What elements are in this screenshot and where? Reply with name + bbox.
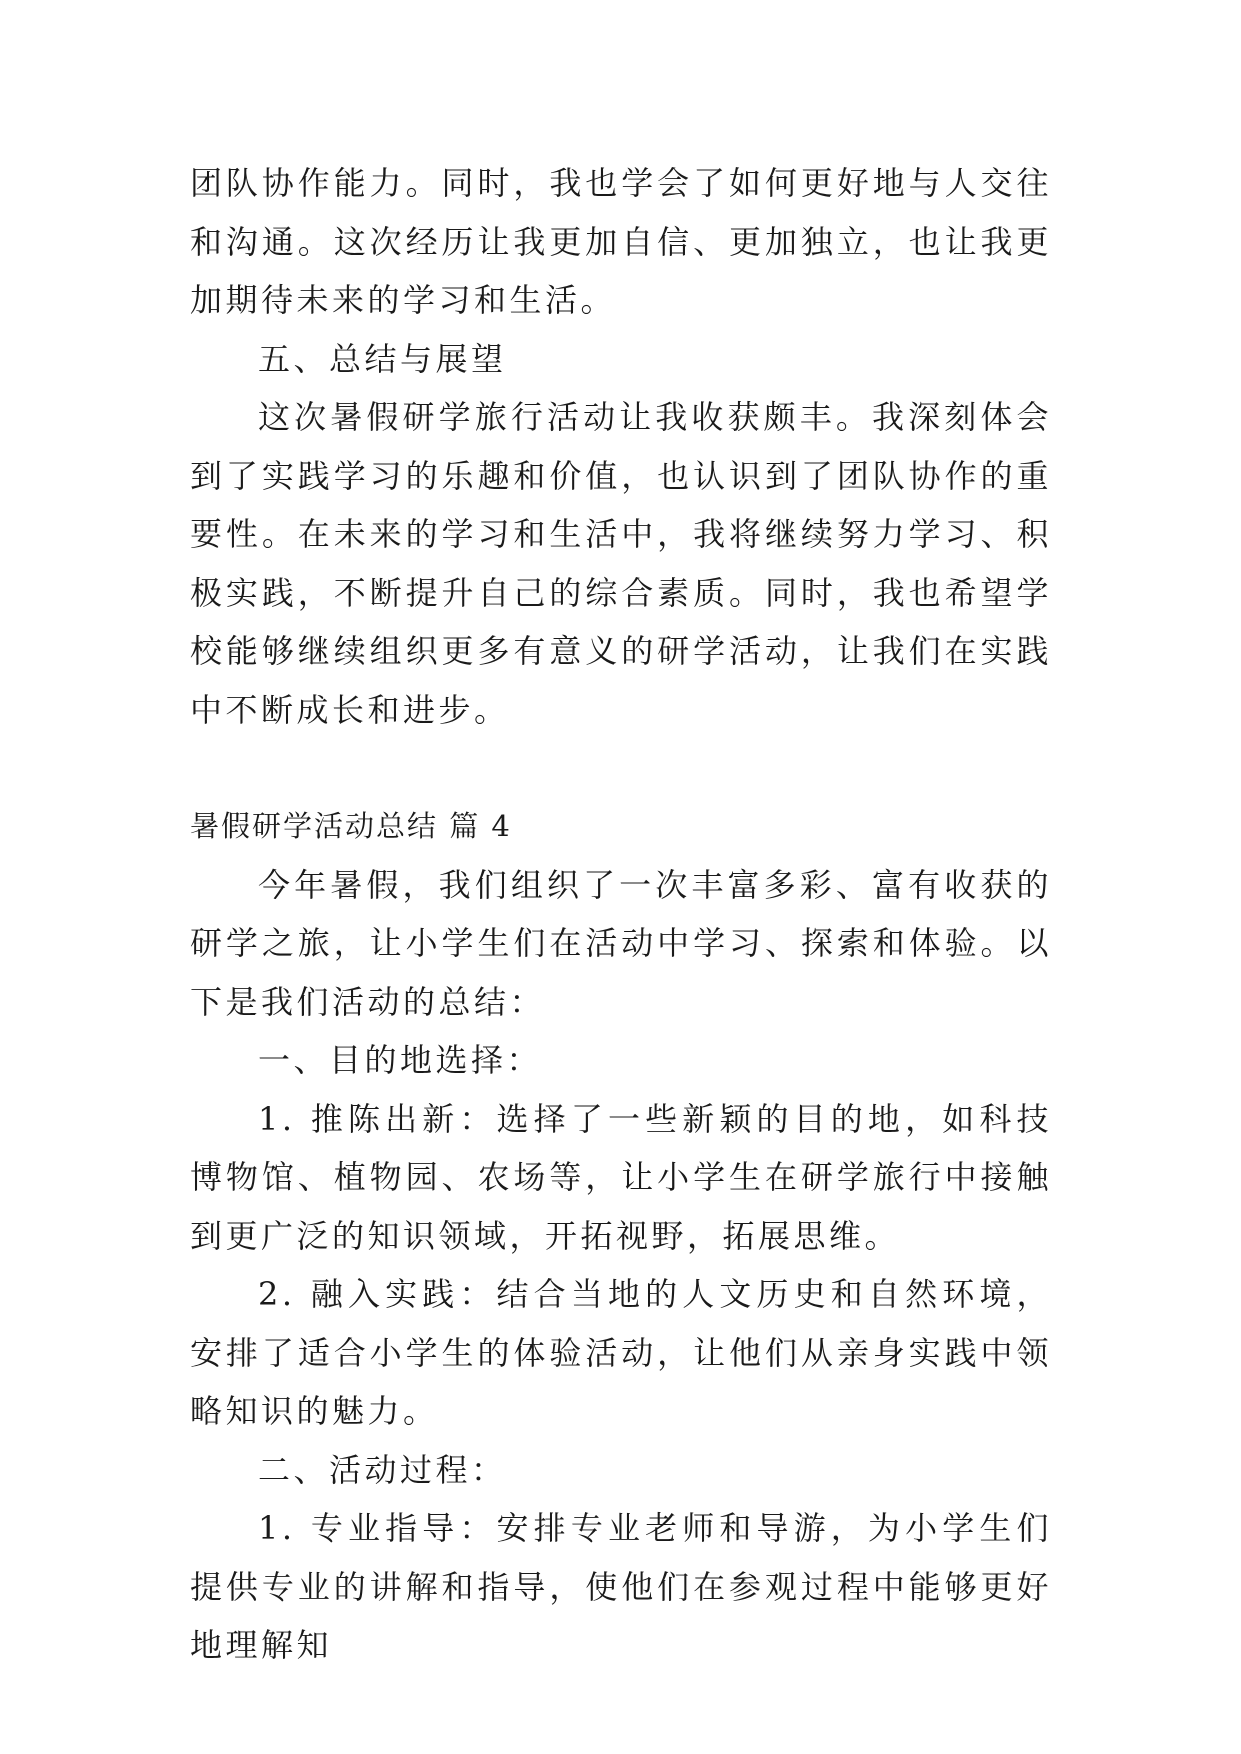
- list-item-innovation: 1. 推陈出新：选择了一些新颖的目的地，如科技博物馆、植物园、农场等，让小学生在研学旅行中接触到更广泛的知识领域，开拓视野，拓展思维。: [190, 1099, 1052, 1255]
- section-title-process: 二、活动过程：: [258, 1450, 507, 1489]
- list-item-practice: 2. 融入实践：结合当地的人文历史和自然环境，安排了适合小学生的体验活动，让他们从亲身实践中领略知识的魅力。: [190, 1275, 1052, 1430]
- paragraph-intro: 今年暑假，我们组织了一次丰富多彩、富有收获的研学之旅，让小学生们在活动中学习、探索和体验。以下是我们活动的总结：: [190, 865, 1052, 1021]
- document-body: [190, 154, 1052, 1675]
- list-item-guidance: 1. 专业指导：安排专业老师和导游，为小学生们提供专业的讲解和指导，使他们在参观过程中能够更好地理解知: [190, 1509, 1052, 1664]
- section-gap: [190, 739, 1052, 797]
- section-title-destination: 一、目的地选择：: [258, 1041, 543, 1079]
- paragraph-summary: 这次暑假研学旅行活动让我收获颇丰。我深刻体会到了实践学习的乐趣和价值，也认识到了团队协作的重要性。在未来的学习和生活中，我将继续努力学习、积极实践，不断提升自己的综合素质。同时，我也希望学校能够继续组织更多有意义的研学活动，让我们在实践中不断成长和进步。: [190, 398, 1052, 729]
- article-title: 暑假研学活动总结 篇 4: [190, 809, 512, 843]
- paragraph-continuation: 团队协作能力。同时，我也学会了如何更好地与人交往和沟通。这次经历让我更加自信、更加独立，也让我更加期待未来的学习和生活。: [190, 164, 1052, 319]
- section-title-summary: 五、总结与展望: [258, 339, 507, 378]
